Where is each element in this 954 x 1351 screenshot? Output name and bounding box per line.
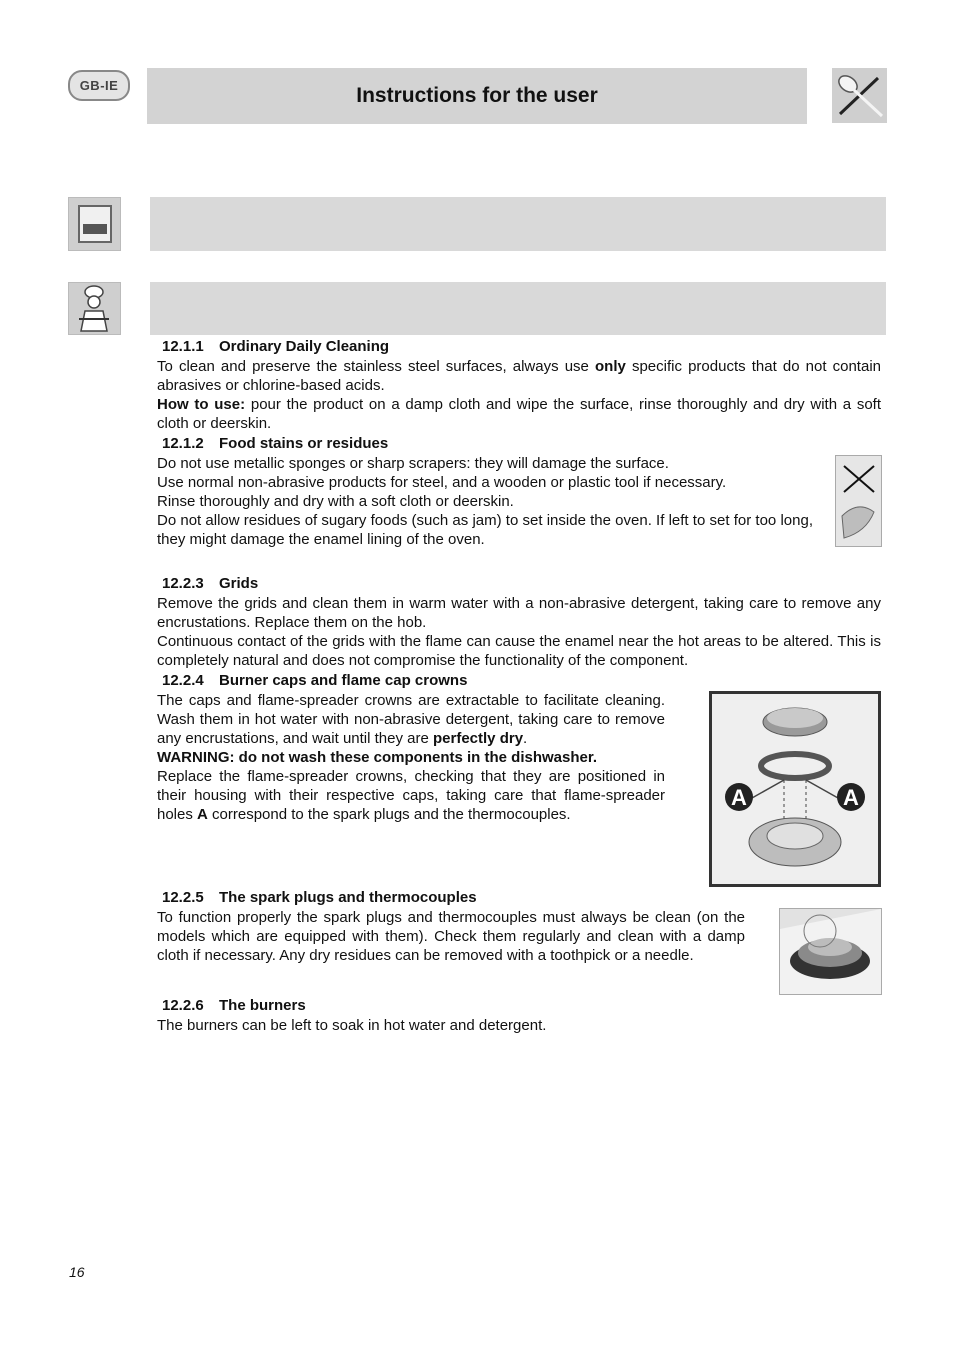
heading-12-2-3: 12.2.3 Grids [162,575,259,592]
page-title: Instructions for the user [147,68,807,124]
no-scraper-icon [835,455,882,547]
section-bar-hob [150,282,886,335]
heading-12-1-2: 12.1.2 Food stains or residues [162,435,389,452]
heading-12-2-6: 12.2.6 The burners [162,997,306,1014]
text-12-2-4: The caps and flame-spreader crowns are extractable to facilitate cleaning. Wash them in hot water with non-abrasive detergent, taking care to remove any encrustations, and wait until they are perfectly dry. WARNING: do not wash these components in the dishwasher. Replace the flame-spreader crowns, checking that they are positioned in their housing with their respective caps, taking care that flame-spreader holes A correspond to the spark plugs and the thermocouples. [157,692,665,823]
heading-12-2-5: 12.2.5 The spark plugs and thermocouples [162,889,477,906]
burner-assembly-figure [709,691,881,887]
figure-label-a-right: A [843,785,859,810]
language-badge: GB-IE [68,70,130,101]
heading-12-2-4: 12.2.4 Burner caps and flame cap crowns [162,672,468,689]
oven-icon [68,197,121,251]
chef-icon [68,282,121,335]
text-12-2-6: The burners can be left to soak in hot water and detergent. [157,1017,547,1034]
spark-plug-figure [779,908,882,995]
text-12-2-3: Remove the grids and clean them in warm water with a non-abrasive detergent, taking care to remove any encrustations. Replace them on the hob. Continuous contact of the grids with the flame can cause the enamel near the hot areas to be altered. This is completely natural and does not compromise the functionality of the component. [157,595,881,669]
heading-12-1-1: 12.1.1 Ordinary Daily Cleaning [162,338,390,355]
section-bar-cleaning [150,197,886,251]
page-number: 16 [69,1264,85,1280]
text-12-2-5: To function properly the spark plugs and thermocouples must always be clean (on the models which are equipped with them). Check them regularly and clean with a damp cloth if necessary. Any dry residues can be removed with a toothpick or a needle. [157,909,745,964]
text-12-1-2: Do not use metallic sponges or sharp scrapers: they will damage the surface. Use normal non-abrasive products for steel, and a wooden or plastic tool if necessary. Rinse thoroughly and dry with a soft cloth or deerskin. Do not allow residues of sugary foods (such as jam) to set inside the oven. If left to set for too long, they might damage the enamel lining of the oven. [157,455,813,548]
figure-label-a-left: A [731,785,747,810]
spoon-fork-icon [832,68,887,123]
text-12-1-1: To clean and preserve the stainless steel surfaces, always use only specific products that do not contain abrasives or chlorine-based acids. How to use: pour the product on a damp cloth and wipe the surface, rinse thoroughly and dry with a soft cloth or deerskin. [157,358,882,432]
